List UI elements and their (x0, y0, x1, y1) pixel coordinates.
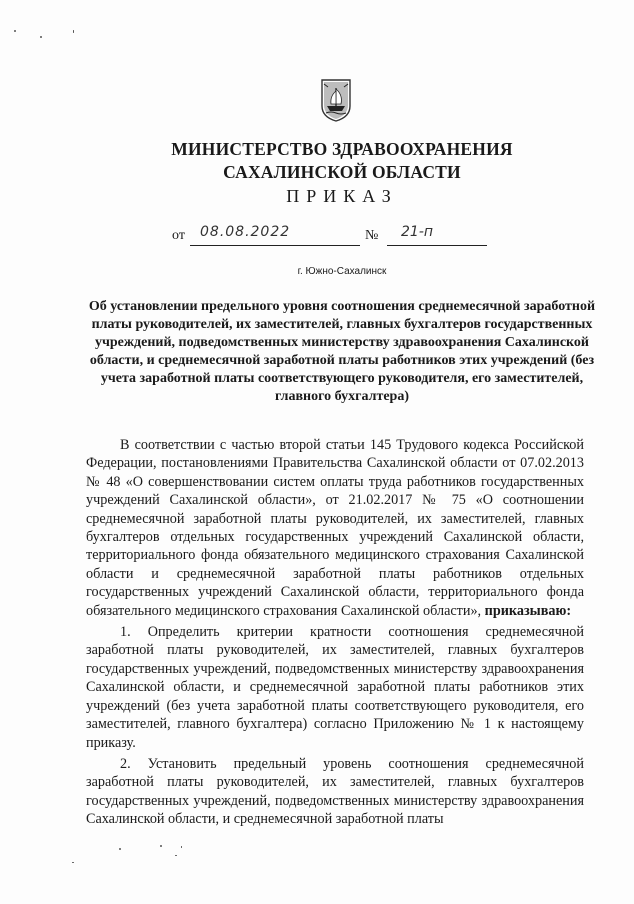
sakhalin-coat-of-arms-emblem (319, 76, 353, 122)
intro-paragraph (86, 436, 584, 620)
city-name: г. Южно-Сахалинск (297, 266, 387, 277)
item-1-paragraph: 1. Определить критерии кратности соотношения среднемесячной заработной платы руководителей, их заместителей, главных бухгалтеров государственных учреждений, подведомственных министерству здравоохранения Сахалинской области, и среднемесячной заработной платы работников этих учреждений (без учета заработной платы соответствующего руководителя, его заместителей, главного бухгалтера) согласно Приложению № 1 к настоящему приказу. (86, 624, 584, 751)
scan-speck (72, 862, 74, 863)
scan-speck (181, 846, 182, 848)
scan-speck (14, 30, 16, 32)
ministry-line-1: МИНИСТЕРСТВО ЗДРАВООХРАНЕНИЯ (171, 139, 513, 159)
scan-speck (175, 855, 177, 856)
document-body (86, 436, 584, 829)
order-date: 08.08.2022 (190, 224, 360, 246)
document-title: Об установлении предельного уровня соотношения среднемесячной заработной платы руководителей, их заместителей, главных бухгалтеров государственных учреждений, подведомственных министерству здравоохранения Сахалинской области, и среднемесячной заработной платы работников этих учреждений (без учета заработной платы соответствующего руководителя, его заместителей, главного бухгалтера) (88, 299, 596, 404)
ministry-name (0, 138, 634, 184)
intro-command-end: : (566, 602, 572, 619)
order-number-label: № (365, 228, 379, 243)
order-number: 21-п (387, 224, 487, 246)
document-type: ПРИКАЗ (286, 186, 398, 206)
order-date-label: от (172, 228, 185, 243)
intro-command: приказываю (484, 602, 567, 619)
ministry-line-2: САХАЛИНСКОЙ ОБЛАСТИ (223, 162, 461, 182)
scan-speck (160, 845, 162, 847)
intro-text: В соответствии с частью второй статьи 145 Трудового кодекса Российской Федерации, постановлениями Правительства Сахалинской области от 07.02.2013 № 48 «О совершенствовании систем оплаты труда работников государственных учреждений Сахалинской области», от 21.02.2017 № 75 «О соотношении среднемесячной заработной платы руководителей, их заместителей, главных бухгалтеров отдельных государственных учреждений Сахалинской области, территориального фонда обязательного медицинского страхования Сахалинской области и среднемесячной заработной платы работников отдельных государственных учреждений Сахалинской области, территориального фонда обязательного медицинского страхования Сахалинской области», (86, 437, 584, 619)
item-2-paragraph: 2. Установить предельный уровень соотношения среднемесячной заработной платы руководителей, их заместителей, главных бухгалтеров государственных учреждений, подведомственных министерству здравоохранения Сахалинской области, и среднемесячной заработной платы (86, 755, 584, 828)
scan-speck (119, 848, 121, 850)
scan-speck (40, 36, 42, 38)
scan-speck (73, 30, 74, 33)
